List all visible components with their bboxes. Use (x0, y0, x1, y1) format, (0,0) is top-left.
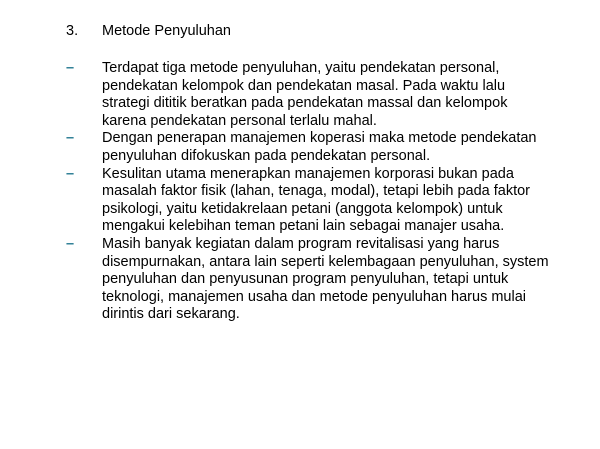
bullet-line: teknologi, manajemen usaha dan metode penyuluhan harus mulai (102, 288, 527, 305)
bullet-item (66, 60, 576, 130)
section-number: 3. (66, 23, 79, 39)
bullet-item (66, 236, 576, 324)
bullet-line: Dengan penerapan manajemen koperasi maka metode pendekatan (102, 130, 537, 147)
bullet-line: penyuluhan difokuskan pada pendekatan personal. (102, 147, 431, 164)
bullet-line: dirintis dari sekarang. (102, 306, 240, 323)
bullet-line: penyuluhan dan penyusunan program penyuluhan, tetapi untuk (102, 271, 509, 288)
bullet-item (66, 166, 576, 236)
bullet-line: mengakui kelebihan teman petani lain sebagai manajer usaha. (102, 218, 505, 235)
bullet-dash-icon: – (66, 165, 75, 182)
bullet-line: Kesulitan utama menerapkan manajemen korporasi bukan pada (102, 165, 514, 182)
bullet-dash-icon: – (66, 60, 75, 76)
bullet-item (66, 130, 576, 165)
bullet-line: Terdapat tiga metode penyuluhan, yaitu pendekatan personal, (102, 60, 500, 76)
section-title: Metode Penyuluhan (102, 23, 231, 39)
bullet-line: psikologi, yaitu ketidakrelaan petani (anggota kelompok) untuk (102, 200, 503, 217)
bullet-dash-icon: – (66, 130, 75, 147)
bullet-line: strategi dititik beratkan pada pendekatan massal dan kelompok (102, 95, 508, 112)
bullet-line: masalah faktor fisik (lahan, tenaga, modal), tetapi lebih pada faktor (102, 183, 530, 200)
bullet-line: karena pendekatan personal terlalu mahal. (102, 112, 377, 129)
bullet-line: pendekatan kelompok dan pendekatan masal. Pada waktu lalu (102, 77, 506, 94)
bullet-dash-icon: – (66, 235, 75, 252)
bullet-line: disempurnakan, antara lain seperti kelembagaan penyuluhan, system (102, 253, 549, 270)
bullet-list (66, 60, 576, 324)
bullet-line: Masih banyak kegiatan dalam program revitalisasi yang harus (102, 235, 500, 252)
